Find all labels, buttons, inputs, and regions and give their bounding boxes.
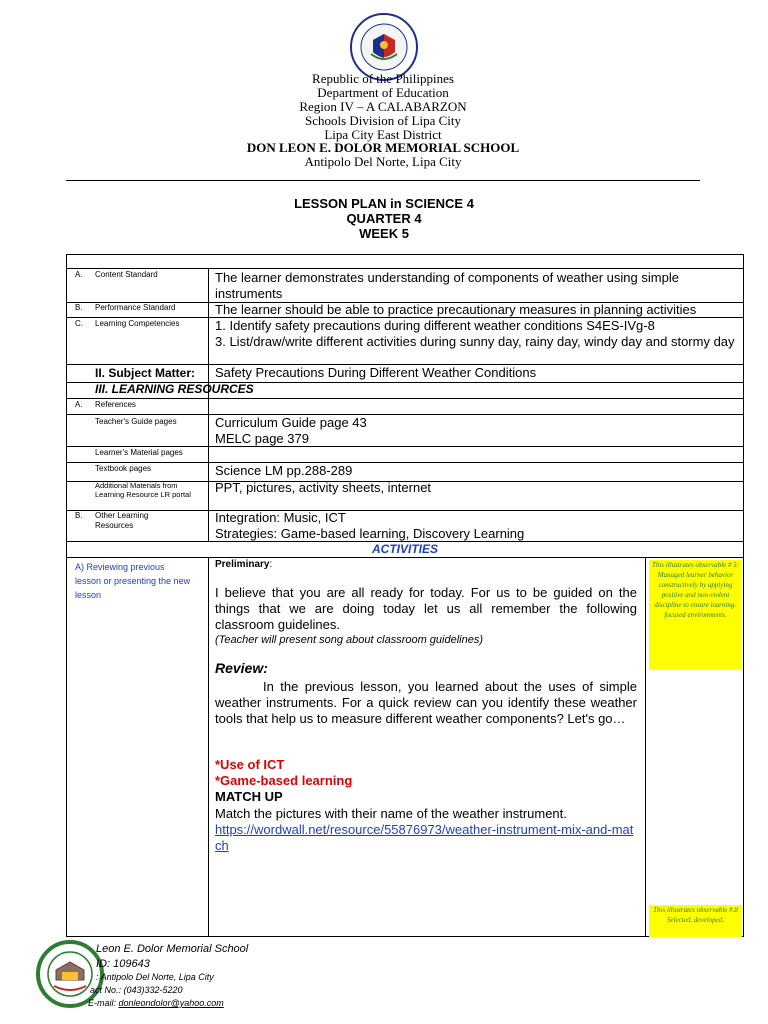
performance-standard-value: The learner should be able to practice precautionary measures in planning activities: [215, 302, 697, 317]
content-standard-value: The learner demonstrates understanding of components of weather using simple instruments: [215, 270, 679, 301]
preliminary-note: (Teacher will present song about classroom guidelines): [215, 634, 484, 646]
subject-matter-value: Safety Precautions During Different Weather Conditions: [215, 365, 537, 380]
game-based-tag: *Game-based learning: [215, 773, 353, 788]
ict-tag: *Use of ICT: [215, 757, 285, 772]
footer-contact: act No.: (043)332-5220: [90, 985, 183, 995]
observable-8-note: This illustrates observable #.8 Selected, developed,: [649, 905, 742, 937]
observable-5-note: This illustrates observable # 5: Managed learner behavior constructively by applying positive and non-violent discipline to ensure learning- focused environments.: [649, 560, 742, 670]
table-rule: [67, 414, 743, 415]
footer-email-label: E-mail:: [88, 998, 119, 1008]
integration-value: Integration: Music, ICT: [215, 510, 346, 525]
wordwall-link[interactable]: https://wordwall.net/resource/55876973/weather-instrument-mix-and-match: [215, 822, 634, 853]
competencies-label: Learning Competencies: [95, 319, 180, 328]
week-label: WEEK 5: [359, 226, 409, 241]
table-rule: [67, 268, 743, 269]
textbook-label: Textbook pages: [95, 464, 152, 473]
teachers-guide-value-1: Curriculum Guide page 43: [215, 415, 367, 430]
header-line: Lipa City East District: [324, 127, 442, 142]
school-name: DON LEON E. DOLOR MEMORIAL SCHOOL: [246, 140, 520, 155]
table-rule: [67, 462, 743, 463]
table-rule: [67, 446, 743, 447]
header-divider: [66, 180, 700, 181]
table-rule: [208, 268, 209, 541]
footer-email-link[interactable]: donleondolor@yahoo.com: [118, 998, 224, 1008]
lesson-plan-title: LESSON PLAN in SCIENCE 4: [294, 196, 474, 211]
teachers-guide-label: Teacher's Guide pages: [95, 417, 177, 426]
learners-material-label: Learner's Material pages: [95, 448, 183, 457]
footer-school-id: ID: 109643: [96, 958, 150, 970]
footer-address: : Antipolo Del Norte, Lipa City: [96, 972, 214, 982]
learning-resources-heading: III. LEARNING RESOURCES: [95, 382, 254, 396]
row-letter: A.: [75, 270, 83, 279]
header-line: Republic of the Philippines: [312, 71, 454, 86]
row-letter: C.: [75, 319, 83, 328]
references-label: References: [95, 400, 136, 409]
preliminary-colon: :: [269, 559, 273, 570]
footer-email-line: [88, 998, 224, 1009]
table-rule: [67, 398, 743, 399]
review-paragraph: In the previous lesson, you learned about the uses of simple weather instruments. For a quick review can you identify these weather tools that help us to measure different weather components? Let's go…: [215, 679, 637, 726]
row-letter: A.: [75, 400, 83, 409]
header-line: Region IV – A CALABARZON: [299, 99, 467, 114]
table-rule: [645, 557, 646, 937]
header-line: Schools Division of Lipa City: [305, 113, 461, 128]
review-heading: Review:: [215, 660, 268, 676]
quarter-label: QUARTER 4: [346, 211, 422, 226]
row-letter: B.: [75, 303, 83, 312]
footer: [36, 938, 436, 1018]
header-line: Department of Education: [317, 85, 449, 100]
match-up-heading: MATCH UP: [215, 789, 283, 804]
additional-materials-value: PPT, pictures, activity sheets, internet: [215, 480, 432, 495]
activities-heading: ACTIVITIES: [371, 542, 438, 556]
match-up-instructions: Match the pictures with their name of the weather instrument.: [215, 806, 567, 821]
table-rule: [67, 557, 743, 558]
textbook-value: Science LM pp.288-289: [215, 463, 353, 478]
lesson-plan-table: [66, 254, 744, 937]
footer-school: Leon E. Dolor Memorial School: [96, 943, 249, 955]
content-standard-label: Content Standard: [95, 270, 158, 279]
strategies-value: Strategies: Game-based learning, Discovery Learning: [215, 526, 525, 541]
table-rule: [208, 557, 209, 937]
activity-a-label: A) Reviewing previous lesson or presenting the new lesson: [75, 562, 191, 600]
competency-1: 1. Identify safety precautions during different weather conditions S4ES-IVg-8: [215, 318, 655, 333]
additional-materials-label: Additional Materials from Learning Resource LR portal: [95, 481, 191, 499]
performance-standard-label: Performance Standard: [95, 303, 176, 312]
preliminary-text: Preliminary: [215, 559, 270, 570]
other-resources-label: Other Learning Resources: [95, 511, 149, 530]
preliminary-paragraph: I believe that you are all ready for today. For us to be guided on the things that we are doing today let us all remember the following classroom guidelines.: [215, 585, 637, 632]
row-letter: B.: [75, 511, 83, 520]
preliminary-label: [215, 559, 637, 571]
teachers-guide-value-2: MELC page 379: [215, 431, 309, 446]
competency-3: 3. List/draw/write different activities during sunny day, rainy day, windy day and stormy day: [215, 334, 735, 349]
school-address: Antipolo Del Norte, Lipa City: [304, 154, 462, 169]
subject-matter-label: II. Subject Matter:: [95, 366, 196, 380]
